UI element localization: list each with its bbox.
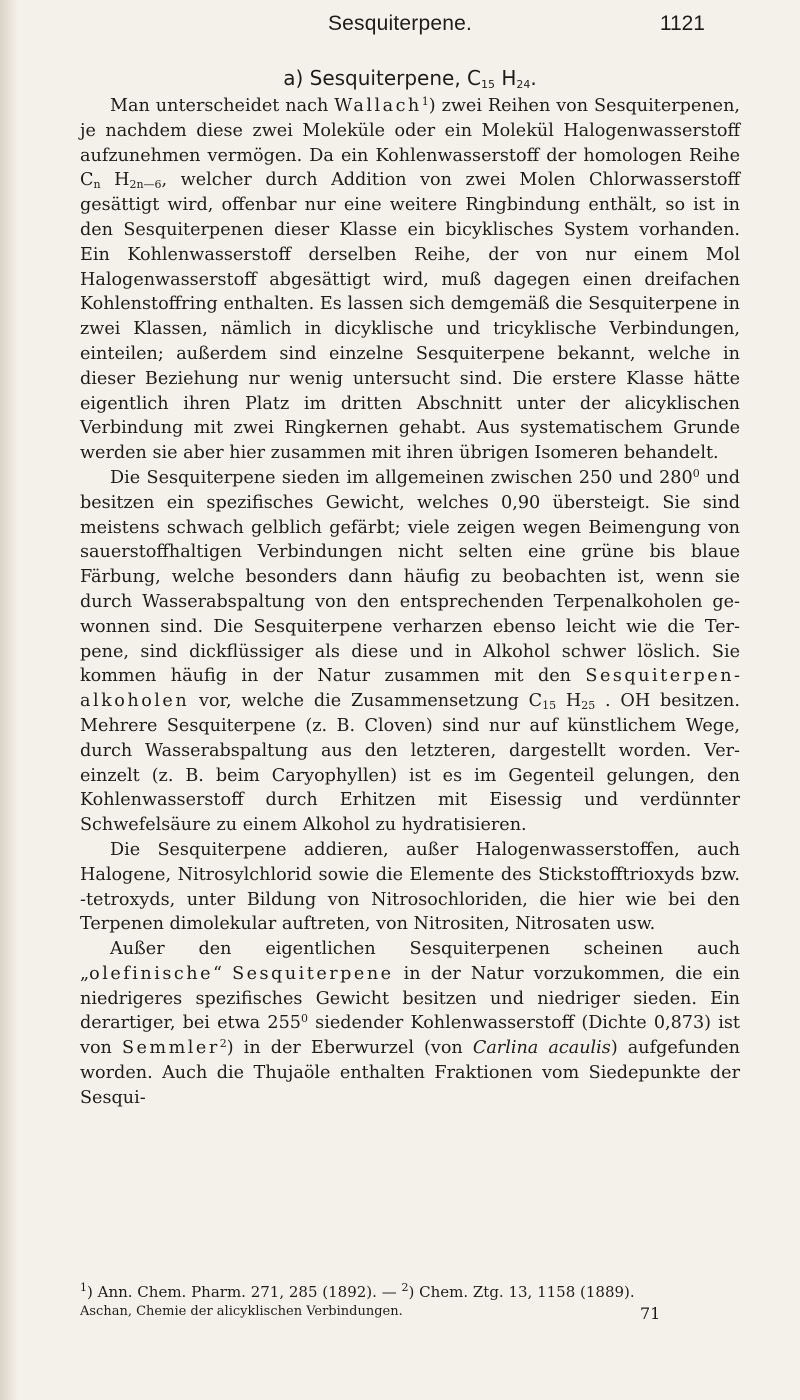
printer-signature: Aschan, Chemie der alicyklischen Verbindungen. xyxy=(80,1304,403,1319)
paragraph-4 xyxy=(80,937,740,1111)
paragraph-2 xyxy=(80,466,740,838)
paragraph-3: Die Sesquiterpene addieren, außer Halogenwasserstoffen, auch Halogene, Nitrosylchlorid sowie die Elemente des Stickstofftrioxyds bzw. -tetroxyds, unter Bildung von Nitrosochloriden, die hier wie bei den Terpenen dimolekular auftreten, von Nitrositen, Nitrosaten usw. xyxy=(80,839,740,935)
page-binding-edge xyxy=(0,0,18,1400)
text-run: Die Sesquiterpene sieden im allgemeinen zwischen 250 und 280 xyxy=(110,467,693,488)
text-run: in der Natur vorzukommen, die ein niedrigeres spezifisches Gewicht besitzen und niedriger sieden. Ein derartiger, bei etwa 255 xyxy=(80,963,740,1034)
footnotes xyxy=(80,1282,750,1322)
text-run: ) zwei Reihen von Sesquiterpenen, je nachdem diese zwei Moleküle oder ein Molekül Halogenwasserstoff aufzunehmen vermögen. Da ein Kohlenwasserstoff der homologen Reihe C xyxy=(80,96,741,191)
heading-text: H xyxy=(495,66,517,90)
text-run: siedender Kohlenwasserstoff (Dichte 0,873) ist von xyxy=(80,1013,740,1059)
species-name: Carlina acaulis xyxy=(472,1038,611,1059)
heading-subscript: 24 xyxy=(516,78,531,91)
text-run: . OH besitzen. Mehrere Sesquiterpene (z. B. Cloven) sind nur auf künstlichem Wege, durch Wasserabspaltung aus den letzteren, dargestellt worden. Vereinzelt (z. B. beim Caryophyllen) ist es im Gegenteil gelungen, den Kohlenwasserstoff durch Erhitzen mit Eisessig und verdünnter Schwefelsäure zu einem Alkohol zu hydratisieren. xyxy=(80,691,740,836)
page-body xyxy=(80,66,740,1111)
signature-line xyxy=(80,1302,750,1322)
emphasized-term: olefinische xyxy=(89,963,213,984)
text-run: ) aufgefunden worden. Auch die Thujaöle enthalten Fraktionen vom Siedepunkte der Sesqui- xyxy=(80,1038,740,1108)
heading-text: a) Sesquiterpene, C xyxy=(283,66,482,90)
author-name: Wallach xyxy=(334,96,422,116)
text-run: ) in der Eberwurzel (von xyxy=(226,1038,473,1059)
text-run: vor, welche die Zusammensetzung C xyxy=(189,691,543,712)
footnote-ref: 1 xyxy=(421,95,429,108)
author-name: Semmler xyxy=(121,1038,220,1059)
text-run: Man unterscheidet nach xyxy=(110,96,335,116)
heading-subscript: 15 xyxy=(481,78,496,91)
emphasized-term: Sesquiterpenalkoholen xyxy=(80,666,740,712)
footnote-ref: 2 xyxy=(219,1037,227,1051)
text-run: “ xyxy=(212,963,233,984)
footnote-1: ) Ann. Chem. Pharm. 271, 285 (1892). — xyxy=(87,1283,402,1301)
footnote-2: ) Chem. Ztg. 13, 1158 (1889). xyxy=(408,1283,635,1301)
degree-mark: 0 xyxy=(692,466,700,480)
formula-subscript: n xyxy=(93,178,101,192)
running-header xyxy=(40,12,760,42)
paragraph-1 xyxy=(80,94,740,466)
section-heading xyxy=(80,66,740,90)
text-run: H xyxy=(556,691,582,712)
text-run: Außer den eigentlichen Sesquiterpenen scheinen auch „ xyxy=(80,939,740,984)
text-run: H xyxy=(100,170,130,191)
formula-subscript: 25 xyxy=(581,699,596,713)
signature-number: 71 xyxy=(640,1304,661,1323)
footnote-line xyxy=(80,1282,750,1302)
degree-mark: 0 xyxy=(300,1012,308,1026)
footnote-mark: 2 xyxy=(401,1281,409,1294)
formula-subscript: 15 xyxy=(542,699,557,713)
running-title: Sesquiterpene. xyxy=(327,12,473,35)
footnote-mark: 1 xyxy=(80,1281,87,1294)
formula-subscript: 2n—6 xyxy=(129,178,162,192)
page-number: 1121 xyxy=(659,12,705,35)
text-run: , welcher durch Addition von zwei Molen Chlorwasserstoff gesättigt wird, offenbar nur eine weitere Ringbindung enthält, so ist in den Sesquiterpenen dieser Klasse ein bicyklisches System vorhanden. Ein Kohlenwasserstoff derselben Reihe, der von nur einem Mol Halogenwasserstoff abgesättigt wird, muß dagegen einen dreifachen Kohlenstoffring enthalten. Es lassen sich demgemäß die Sesquiterpene in zwei Klassen, nämlich in dicyklische und tricyklische Verbindungen, einteilen; außerdem sind einzelne Sesquiterpene bekannt, welche in dieser Beziehung nur wenig untersucht sind. Die erstere Klasse hätte eigentlich ihren Platz im dritten Abschnitt unter der alicyklischen Verbindung mit zwei Ringkernen gehabt. Aus systematischem Grunde werden sie aber hier zusammen mit ihren übrigen Isomeren behandelt. xyxy=(80,170,740,464)
heading-text: . xyxy=(530,66,537,90)
emphasized-term: Sesquiterpene xyxy=(232,963,394,984)
text-run: und besitzen ein spezifisches Gewicht, welches 0,90 übersteigt. Sie sind meistens schwach gelblich gefärbt; viele zeigen wegen Beimengung von sauerstoffhaltigen Verbindungen nicht selten eine grüne bis blaue Färbung, welche besonders dann häufig zu beobachten ist, wenn sie durch Wasserabspaltung von den entsprechenden Terpenalkoholen gewonnen sind. Die Sesquiterpene verharzen ebenso leicht wie die Terpene, sind dickflüssiger als diese und in Alkohol schwer löslich. Sie kommen häufig in der Natur zusammen mit den xyxy=(80,467,740,687)
